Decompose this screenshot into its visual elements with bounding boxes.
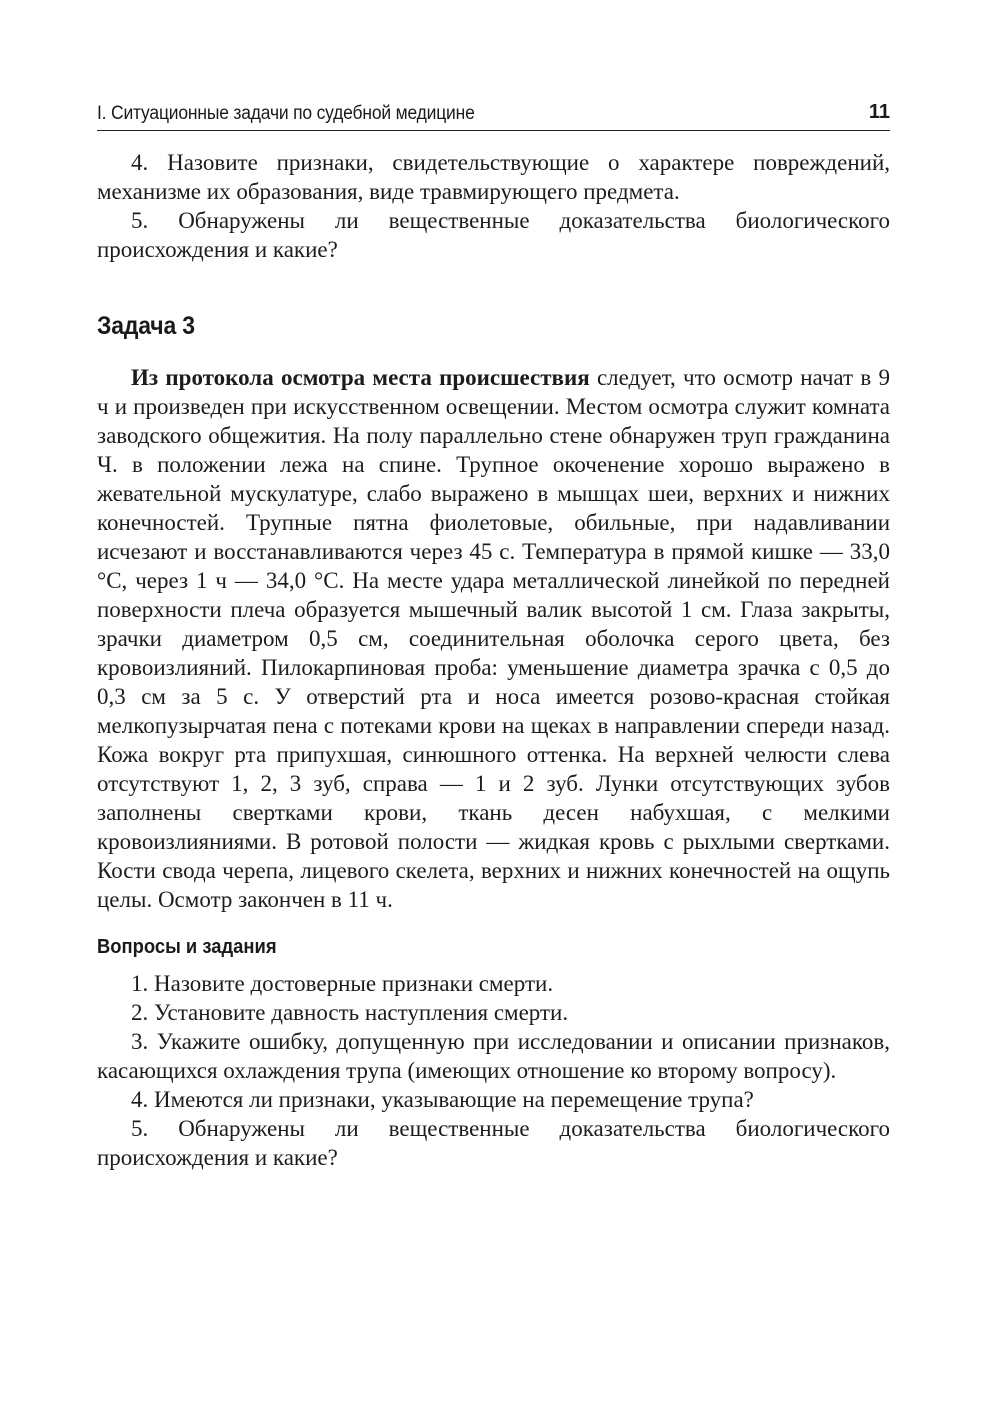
previous-questions	[97, 148, 890, 264]
task-body: следует, что осмотр начат в 9 ч и произведен при искусственном освещении. Местом осмотра служит комната заводского общежития. На полу параллельно стене обнаружен труп гражданина Ч. в положении лежа на спине. Трупное окоченение хорошо выражено в жевательной мускулатуре, слабо выражено в мышцах шеи, верхних и нижних конечностей. Трупные пятна фиолетовые, обильные, при надавливании исчезают и восстанавливаются через 45 с. Температура в прямой кишке — 33,0 °С, через 1 ч — 34,0 °С. На месте удара металлической линейкой по передней поверхности плеча образуется мышечный валик высотой 1 см. Глаза закрыты, зрачки диаметром 0,5 см, соединительная оболочка серого цвета, без кровоизлияний. Пилокарпиновая проба: уменьшение диаметра зрачка с 0,5 до 0,3 см за 5 с. У отверстий рта и носа имеется розово-красная стойкая мелкопузырчатая пена с потеками крови на щеках в направлении спереди назад. Кожа вокруг рта припухшая, синюшного оттенка. На верхней челюсти слева отсутствуют 1, 2, 3 зуб, справа — 1 и 2 зуб. Лунки отсутствующих зубов заполнены свертками крови, ткань десен набухшая, с мелкими кровоизлияниями. В ротовой полости — жидкая кровь с рыхлыми свертками. Кости свода черепа, лицевого скелета, верхних и нижних конечностей на ощупь целы. Осмотр закончен в 11 ч.	[97, 365, 890, 912]
task-paragraph	[97, 363, 890, 914]
page-number: 11	[868, 101, 890, 123]
running-head	[97, 96, 890, 131]
task-description	[97, 363, 890, 914]
book-page	[97, 96, 890, 1172]
question-item: 4. Имеются ли признаки, указывающие на перемещение трупа?	[131, 1087, 754, 1112]
question-item: 4. Назовите признаки, свидетельствующие о характере повреждений, механизме их образования, виде травмирующего предмета.	[97, 150, 890, 204]
question-item: 3. Укажите ошибку, допущенную при исследовании и описании признаков, касающихся охлаждения трупа (имеющих отношение ко второму вопросу).	[97, 1029, 890, 1083]
question-item: 1. Назовите достоверные признаки смерти.	[131, 971, 554, 996]
question-item: 5. Обнаружены ли вещественные доказательства биологического происхождения и какие?	[97, 1116, 890, 1170]
question-item: 2. Установите давность наступления смерти.	[131, 1000, 569, 1025]
task-title: Задача 3	[97, 312, 195, 340]
task-lead-bold: Из протокола осмотра места происшествия	[131, 365, 590, 390]
questions-list	[97, 969, 890, 1172]
running-title: I. Ситуационные задачи по судебной медицине	[97, 103, 475, 124]
questions-heading: Вопросы и задания	[97, 936, 277, 958]
question-item: 5. Обнаружены ли вещественные доказательства биологического происхождения и какие?	[97, 208, 890, 262]
